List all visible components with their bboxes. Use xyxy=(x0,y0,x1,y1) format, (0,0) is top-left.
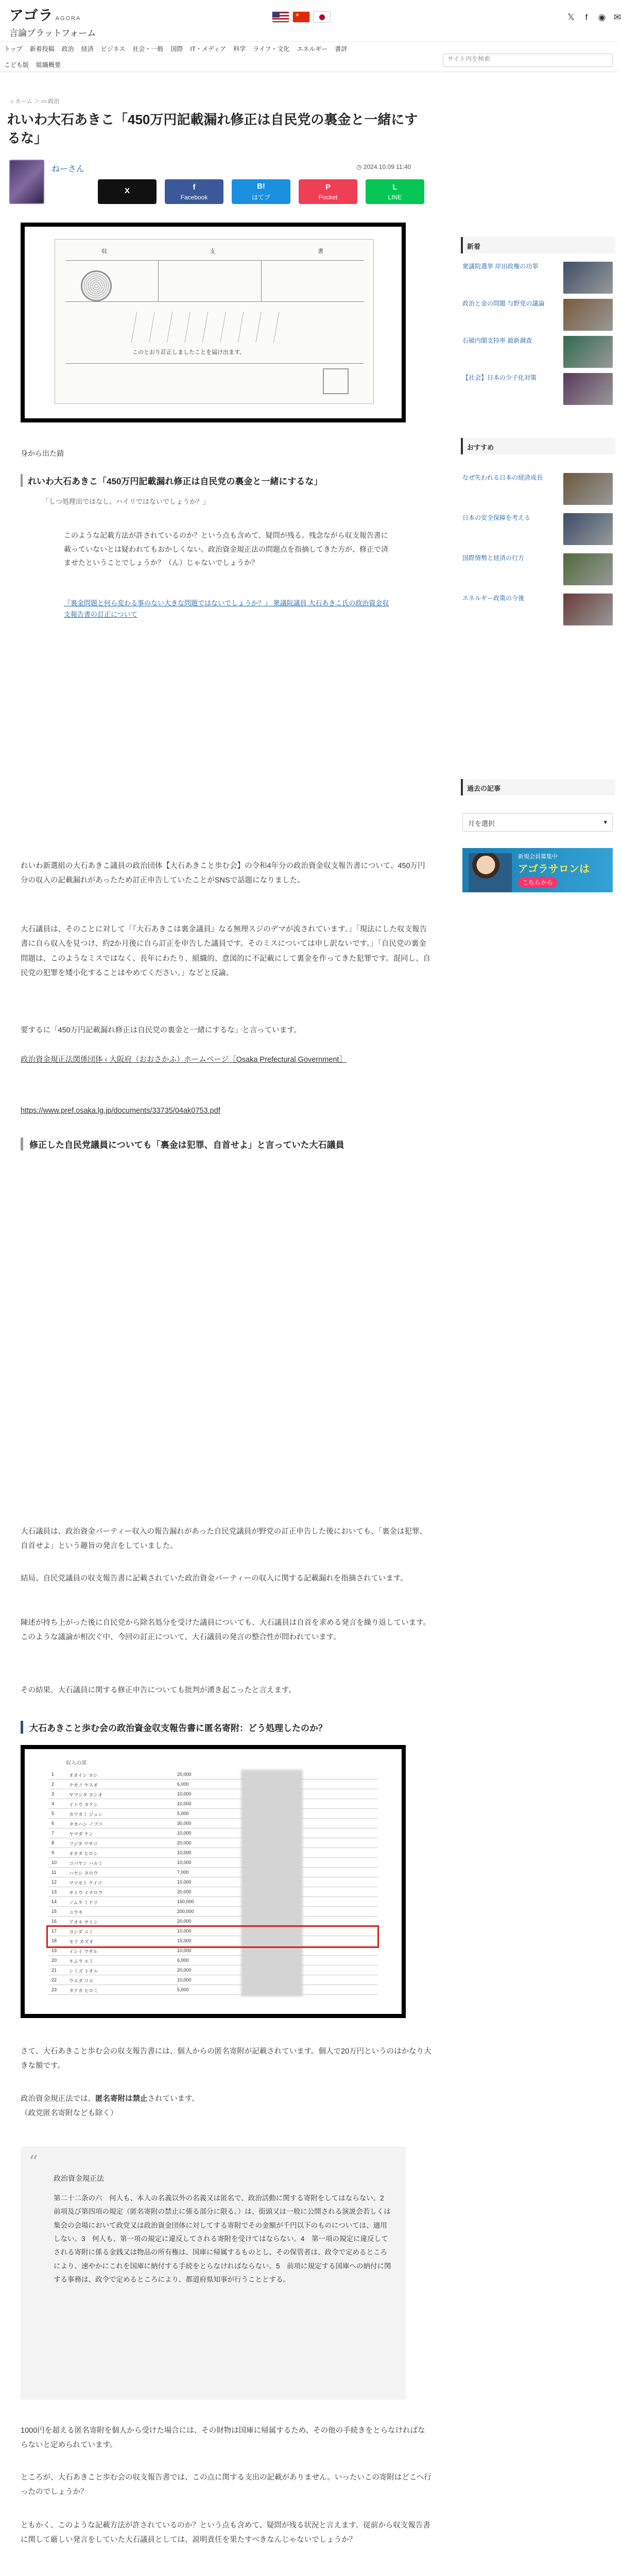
salon-banner[interactable] xyxy=(462,848,613,892)
sidebar-thumbnail[interactable] xyxy=(563,299,613,331)
table-header: 収入の部 xyxy=(66,1760,87,1766)
sidebar-article[interactable] xyxy=(462,298,617,332)
hero-document-image xyxy=(21,223,406,422)
table-row xyxy=(48,1819,378,1828)
clock-icon: ◷ xyxy=(356,163,364,171)
row-number: 18 xyxy=(51,1938,57,1943)
sidebar-article[interactable] xyxy=(462,335,617,369)
row-number: 12 xyxy=(51,1879,57,1885)
pdf-link[interactable]: https://www.pref.osaka.lg.jp/documents/33735/04ak0753.pdf xyxy=(21,1107,220,1115)
site-logo[interactable] xyxy=(9,4,96,39)
english-flag-icon[interactable] xyxy=(272,11,289,23)
donor-name: タカハシ ノブコ xyxy=(69,1822,103,1827)
sidebar-article[interactable] xyxy=(462,552,617,586)
row-number: 20 xyxy=(51,1958,57,1963)
quote-icon: “ xyxy=(29,2151,38,2172)
sidebar-article-title[interactable]: 政治と金の問題 与野党の議論 xyxy=(462,300,545,307)
row-number: 7 xyxy=(51,1831,55,1836)
nav-item[interactable]: 書評 xyxy=(335,45,348,53)
paragraph: 陳述が持ち上がった後に自民党から除名処分を受けた議員についても、大石議員は自首を求める発言を繰り返しています。このような議論が相次ぐ中、今回の訂正について、大石議員の発言の整合性が問われています。 xyxy=(21,1619,431,1642)
para-bold: 匿名寄附は禁止 xyxy=(95,2095,148,2103)
donation-amount: 10,000 xyxy=(177,1831,192,1836)
row-number: 5 xyxy=(51,1811,55,1816)
para-text: されています。 xyxy=(147,2095,199,2103)
banner-text: 新規会員募集中 xyxy=(518,854,558,860)
donation-amount: 20,000 xyxy=(177,1919,192,1924)
table-row xyxy=(48,1848,378,1858)
donor-name: ナカノ ヤスオ xyxy=(69,1783,98,1788)
sidebar-article[interactable] xyxy=(462,592,617,626)
paragraph: れいわ新選組の大石あきこ議員の政治団体【大石あきこと歩む会】の令和4年分の政治資金収支報告書について、450万円分の収入の記載漏れがあったため訂正申告していたことがSNSで話題になりました。 xyxy=(21,862,425,885)
paragraph: ともかく、このような記載方法が許されているのか？という点も含めて、疑問が残る状況と言えます。従前から収支報告書に関して厳しい発言をしていた大石議員としては、説明責任を果たすべきなんじゃないでしょうか？ xyxy=(21,2521,430,2545)
donor-name: イトウ タケシ xyxy=(69,1802,98,1807)
sidebar-article-title[interactable]: エネルギー政策の今後 xyxy=(462,595,525,602)
table-row xyxy=(48,1828,378,1838)
donation-amount: 20,000 xyxy=(177,1772,192,1777)
banner-cta[interactable]: こちらから xyxy=(518,877,557,888)
nav-item[interactable]: ライフ・文化 xyxy=(253,45,290,53)
subnav-item[interactable]: こども版 xyxy=(4,61,29,69)
donation-amount: 7,000 xyxy=(177,1870,189,1875)
paragraph: 結局、自民党議員の収支報告書に記載されていた政治資金パーティーの収入に関する記載漏れを指摘されています。 xyxy=(21,1574,408,1583)
share-label: Pocket xyxy=(318,193,338,201)
banner-title: アゴラサロンは xyxy=(518,863,590,875)
nav-item[interactable]: ビジネス xyxy=(100,45,126,53)
row-number: 13 xyxy=(51,1889,57,1894)
law-title: 政治資金規正法 xyxy=(54,2174,104,2182)
nav-item[interactable]: エネルギー xyxy=(297,45,328,53)
row-number: 9 xyxy=(51,1850,55,1855)
table-row xyxy=(48,1907,378,1917)
donation-amount: 10,000 xyxy=(177,1948,192,1953)
row-number: 10 xyxy=(51,1860,57,1865)
x-icon[interactable]: 𝕏 xyxy=(567,12,575,22)
facebook-share-icon: f xyxy=(193,182,196,192)
donor-name: ハヤシ タロウ xyxy=(69,1871,98,1876)
sidebar-thumbnail[interactable] xyxy=(563,473,613,505)
social-links xyxy=(566,12,622,23)
paragraph: 大石議員は、政治資金パーティー収入の報告漏れがあった自民党議員が野党の訂正申告した後においても、「裏金は犯罪、自首せよ」という趣旨の発言をしていました。 xyxy=(21,1528,427,1551)
sidebar-thumbnail[interactable] xyxy=(563,336,613,368)
paragraph: 大石議員は、そのことに対して「『大石あきこは裏金議員』なる無理スジのデマが流されています。」「現法にした収支報告書に自ら収入を見つけ、約2か月後に自ら訂正を申告した議員です。そのミスについては申し訳ないです。」「自民党の裏金問題は、このようなミスではなく、長年にわたり、組織的、意図的に不記載にして裏金を作ってきた犯罪です。混同し、自民党の犯罪を矮小化することはやめてください。」などと反論。 xyxy=(21,925,431,977)
nav-item[interactable]: 経済 xyxy=(81,45,94,53)
redacted-area xyxy=(241,1770,303,1996)
donation-amount: 20,000 xyxy=(177,1840,192,1845)
table-row xyxy=(48,1897,378,1907)
table-row xyxy=(48,1780,378,1789)
embed-quote: 「しつ処理出ではなし、ハイリではないでしょうか？」 xyxy=(42,498,210,505)
breadcrumb-home[interactable]: ホーム xyxy=(15,98,32,105)
share-label: LINE xyxy=(388,193,402,201)
highlight-box xyxy=(46,1925,379,1948)
author-name[interactable]: ねーさん xyxy=(51,165,85,174)
donor-name: ヤマダ ケン xyxy=(69,1832,94,1837)
article-title: れいわ大石あきこ「450万円記載漏れ修正は自民党の裏金と一緒にするな」 xyxy=(7,112,418,146)
report-document xyxy=(55,239,374,404)
paragraph: 要するに「450万円記載漏れ修正は自民党の裏金と一緒にするな」と言っています。 xyxy=(21,1026,302,1035)
doc-note: このとおり訂正しましたことを届け出ます。 xyxy=(132,349,246,355)
post-date xyxy=(356,163,411,171)
donation-amount: 15,000 xyxy=(177,1938,192,1943)
section-heading: 修正した自民党議員についても「裏金は犯罪、自首せよ」と言っていた大石議員 xyxy=(21,1138,433,1150)
donation-amount: 10,000 xyxy=(177,1977,192,1982)
line-share-icon: L xyxy=(392,182,398,192)
author-avatar[interactable] xyxy=(9,160,44,204)
share-x-button[interactable] xyxy=(98,179,157,204)
table-row xyxy=(48,1975,378,1985)
folder-icon: ▭ xyxy=(41,98,48,105)
paragraph: 1000円を超える匿名寄附を個人から受けた場合には、その財物は国庫に帰属するため、その他の手続きをとらなければならないと定められています。 xyxy=(21,2427,425,2450)
table-row xyxy=(48,1868,378,1877)
nav-item[interactable]: IT・メディア xyxy=(190,45,227,53)
law-body: 第二十二条の六 何人も、本人の名義以外の名義又は匿名で、政治活動に関する寄附をしてはならない。2 前項及び第四項の規定（匿名寄附の禁止に係る部分に限る。）は、街頭又は一般に公開される演説会若しくは集会の会場において政党又は政治資金団体に対してする寄附でその金額が千円以下のものについては、適用しない。3 何人も、第一項の規定に違反してされる寄附を受けてはならない。4 第一項の規定に違反してされる寄附に係る金銭又は物品の所有権は、国庫に帰属するものとし、その保管者は、政令で定めるところにより、速やかにこれを国庫に納付する手続をとらなければならない。5 前項に規定する国庫への納付に関する事務は、政令で定めるところにより、都道府県知事が行うこととする。 xyxy=(54,2194,391,2283)
chevron-down-icon: ▾ xyxy=(603,818,607,826)
row-number: 8 xyxy=(51,1840,55,1845)
row-number: 21 xyxy=(51,1968,57,1973)
language-flags xyxy=(272,11,331,23)
row-number: 17 xyxy=(51,1928,57,1934)
donation-amount: 6,000 xyxy=(177,1782,189,1787)
table-row xyxy=(48,1985,378,1995)
paragraph: その結果、大石議員に関する修正申告についても批判が湧き起こったと言えます。 xyxy=(21,1686,296,1694)
table-row xyxy=(48,1770,378,1780)
row-number: 3 xyxy=(51,1791,55,1797)
donor-name: オオタ ヒロシ xyxy=(69,1851,98,1856)
donor-name: マツモト ケイコ xyxy=(69,1880,102,1886)
share-buttons xyxy=(98,179,424,204)
banner-person-image xyxy=(469,853,512,892)
sidebar-thumbnail[interactable] xyxy=(563,373,613,405)
sidebar-article-title[interactable]: 【社会】日本の少子化対策 xyxy=(462,374,537,381)
table-row xyxy=(48,1789,378,1799)
sidebar-article[interactable] xyxy=(462,372,617,406)
sidebar-heading: 過去の記事 xyxy=(461,779,615,795)
table-row xyxy=(48,1965,378,1975)
donation-amount: 10,000 xyxy=(177,1791,192,1797)
share-label: はてブ xyxy=(251,194,270,201)
donor-name: オオイシ ヨシ xyxy=(69,1773,98,1778)
x-share-icon: X xyxy=(124,186,130,195)
donor-name: ヨシダ ユミ xyxy=(69,1929,94,1935)
row-number: 1 xyxy=(51,1772,55,1777)
donation-amount: 150,000 xyxy=(177,1899,194,1904)
feed-icon[interactable]: ◉ xyxy=(598,12,606,22)
row-number: 23 xyxy=(51,1987,57,1992)
donor-name: キムラ エミ xyxy=(69,1959,94,1964)
chinese-flag-icon[interactable] xyxy=(292,11,310,23)
sidebar-article[interactable] xyxy=(462,512,617,546)
donor-name: ウエダ リエ xyxy=(69,1978,94,1984)
donor-name: ユウキ xyxy=(69,1910,83,1915)
paragraph xyxy=(21,2092,433,2121)
donation-amount: 20,000 xyxy=(177,1968,192,1973)
table-row xyxy=(48,1956,378,1965)
donor-name: カワカミ ジュン xyxy=(69,1812,103,1817)
home-icon: ⌂ xyxy=(10,98,15,105)
donor-name: フジタ マサコ xyxy=(69,1841,98,1846)
nav-item[interactable]: 社会・一般 xyxy=(132,45,164,53)
para-note: （政党匿名寄附なども除く） xyxy=(21,2109,118,2118)
archive-month-select[interactable] xyxy=(462,813,613,832)
subnav-item[interactable]: 組織概要 xyxy=(36,61,61,69)
japanese-flag-icon[interactable] xyxy=(313,11,331,23)
donation-amount: 30,000 xyxy=(177,1821,192,1826)
sidebar-article-title[interactable]: 衆議院選挙 岸田政権の功罪 xyxy=(462,263,539,270)
row-number: 11 xyxy=(51,1870,57,1875)
row-number: 22 xyxy=(51,1977,57,1982)
facebook-icon[interactable]: f xyxy=(585,12,588,22)
sidebar-thumbnail[interactable] xyxy=(563,513,613,545)
nav-item[interactable]: 新着投稿 xyxy=(29,45,55,53)
row-number: 14 xyxy=(51,1899,57,1904)
donation-amount: 6,000 xyxy=(177,1958,189,1963)
donor-name: ヤマシタ ヨシオ xyxy=(69,1792,103,1798)
breadcrumb: ⌂ ホーム ＞ ▭ 政治 xyxy=(10,98,60,105)
stamp xyxy=(323,368,349,394)
donation-amount: 10,000 xyxy=(177,1928,192,1934)
handwriting xyxy=(127,312,282,343)
sidebar-thumbnail[interactable] xyxy=(563,262,613,294)
sidebar-article-title[interactable]: 石破内閣支持率 最新調査 xyxy=(462,337,532,344)
sidebar-article[interactable] xyxy=(462,261,617,295)
table-row xyxy=(48,1838,378,1848)
logo-subtitle: 言論プラットフォーム xyxy=(9,28,96,38)
nav-item[interactable]: トップ xyxy=(4,45,23,53)
donor-name: モリ カズオ xyxy=(69,1939,94,1944)
sidebar-article-title[interactable]: 日本の安全保障を考える xyxy=(462,514,531,521)
paragraph: ところが、大石あきこと歩む会の収支報告書では、この点に関する支出の記載がありません。いったいこの寄附はどこへ行ったのでしょうか？ xyxy=(21,2473,431,2497)
row-number: 6 xyxy=(51,1821,55,1826)
sidebar-thumbnail[interactable] xyxy=(563,553,613,585)
lead-text: 身から出た錆 xyxy=(21,449,64,457)
donor-name: コバヤシ ハルミ xyxy=(69,1861,103,1866)
nav-item[interactable]: 科学 xyxy=(233,45,246,53)
share-facebook-button[interactable] xyxy=(165,179,223,204)
share-hatena-button[interactable] xyxy=(232,179,290,204)
row-number: 19 xyxy=(51,1948,57,1953)
logo-main: アゴラ xyxy=(9,7,54,24)
table-row xyxy=(48,1809,378,1819)
law-quote-box xyxy=(21,2146,406,2400)
post-date-text: 2024.10.09 11:40 xyxy=(363,163,411,171)
sidebar-article-title[interactable]: なぜ失われる日本の経済成長 xyxy=(462,474,543,481)
logo-small: AGORA xyxy=(55,15,81,22)
donor-name: イシイ マサル xyxy=(69,1949,98,1954)
table-row xyxy=(48,1877,378,1887)
doc-heading: 書 xyxy=(318,248,323,255)
embed-link[interactable]: 『裏金問題と何ら変わる事のない大きな問題ではないでしょうか？』 衆議院議員 大石あきこ氏の政治資金収支報告書の訂正について xyxy=(64,599,389,619)
donor-name: シミズ トオル xyxy=(69,1969,98,1974)
donation-amount: 20,000 xyxy=(177,1889,192,1894)
sidebar-heading: おすすめ xyxy=(461,438,615,454)
paragraph: さて、大石あきこと歩む会の収支報告書には、個人からの匿名寄附が記載されています。個人で20万円というのはかなり大きな額です。 xyxy=(21,2047,431,2071)
donation-amount: 10,000 xyxy=(177,1860,192,1865)
table-row xyxy=(48,1799,378,1809)
table-row xyxy=(48,1887,378,1897)
share-label: Facebook xyxy=(180,193,208,201)
donation-amount: 200,000 xyxy=(177,1909,194,1914)
donor-name: サトウ イチロウ xyxy=(69,1890,103,1895)
donor-name: タナカ ヒロミ xyxy=(69,1988,98,1993)
sidebar-heading: 新着 xyxy=(461,237,615,253)
sidebar-article[interactable] xyxy=(462,472,617,506)
donation-amount: 10,000 xyxy=(177,1850,192,1855)
donor-name: ノムラ ミドリ xyxy=(69,1900,98,1905)
donor-name: アオキ サトシ xyxy=(69,1920,98,1925)
donation-amount: 10,000 xyxy=(177,1879,192,1885)
search-input[interactable]: サイト内を検索 xyxy=(443,54,613,67)
nav-item[interactable]: 政治 xyxy=(61,45,74,53)
para-text: 政治資金規正法では、 xyxy=(21,2095,95,2103)
table-row xyxy=(48,1858,378,1868)
select-value: 月を選択 xyxy=(468,820,495,827)
section-heading: れいわ大石あきこ「450万円記載漏れ修正は自民党の裏金と一緒にするな」 xyxy=(21,474,433,487)
doc-heading: 支 xyxy=(210,248,215,255)
sidebar-thumbnail[interactable] xyxy=(563,594,613,625)
row-number: 15 xyxy=(51,1909,57,1914)
mail-icon[interactable]: ✉ xyxy=(613,12,621,22)
official-seal xyxy=(81,270,112,301)
section-heading: 大石あきこと歩む会の政治資金収支報告書に匿名寄附：どう処理したのか？ xyxy=(21,1721,433,1734)
source-link[interactable]: 政治資金規正法関係団体 ‹ 大阪府（おおさかふ）ホームページ［Osaka Prefectural Government］ xyxy=(21,1056,347,1064)
share-pocket-button[interactable] xyxy=(299,179,357,204)
doc-heading: 収 xyxy=(101,248,107,255)
donation-amount: 5,000 xyxy=(177,1811,189,1816)
row-number: 16 xyxy=(51,1919,57,1924)
sidebar-article-title[interactable]: 国際情勢と経済の行方 xyxy=(462,554,525,562)
nav-item[interactable]: 国際 xyxy=(170,45,183,53)
donation-amount: 10,000 xyxy=(177,1801,192,1806)
row-number: 4 xyxy=(51,1801,55,1806)
row-number: 2 xyxy=(51,1782,55,1787)
donation-amount: 5,000 xyxy=(177,1987,189,1992)
donation-table-image xyxy=(21,1745,406,2018)
breadcrumb-category[interactable]: 政治 xyxy=(48,98,60,105)
share-line-button[interactable] xyxy=(366,179,424,204)
pocket-share-icon: P xyxy=(325,182,331,192)
hatena-share-icon: B! xyxy=(257,182,265,191)
embed-body: このような記載方法が許されているのか？という点も含めて、疑問が残る。残念ながら収支報告書に載っていないとは疑われてもおかしくない。政治資金規正法の問題点を指摘してきた方が、修正で済ませたということでしょうか？（ん）じゃないでしょうか？ xyxy=(64,531,388,567)
